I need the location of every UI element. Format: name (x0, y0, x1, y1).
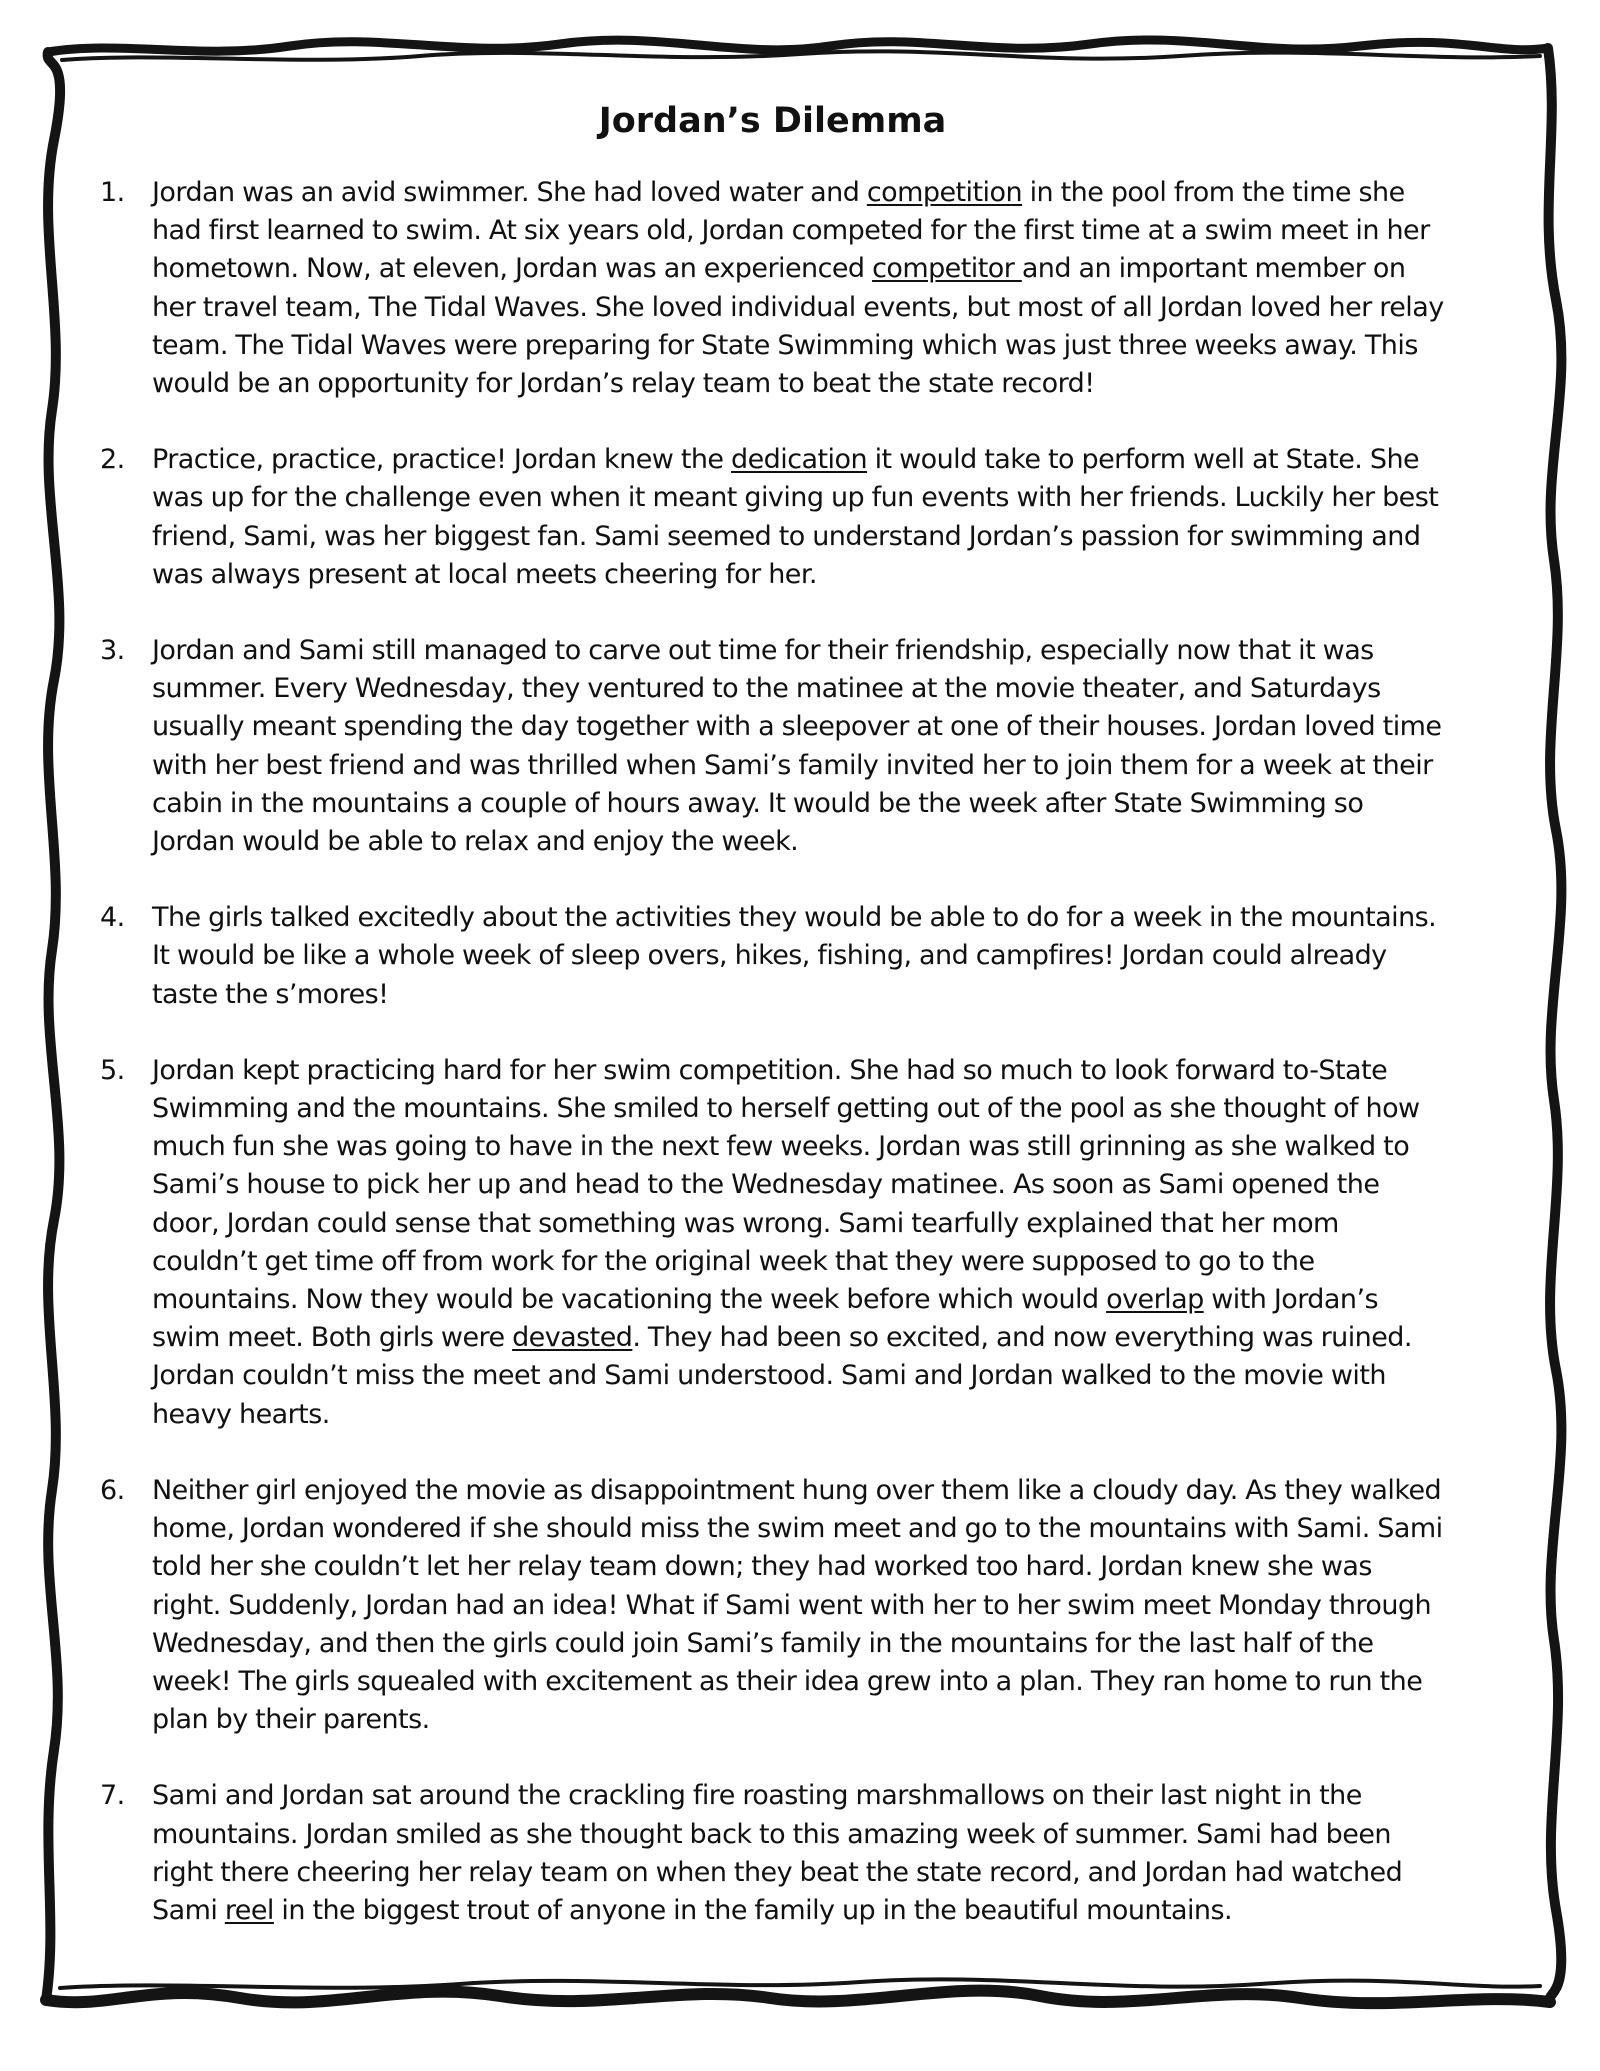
text-segment: and an important member on her travel team, The Tidal Waves. She loved individual events, but most of all Jordan loved her relay team. The Tidal Waves were preparing for State Swimming which was just three weeks away. This would be an opportunity for Jordan’s relay team to beat the state record! (152, 253, 1444, 400)
text-segment: Jordan and Sami still managed to carve out time for their friendship, especially now that it was summer. Every Wednesday, they ventured to the matinee at the movie theater, and Saturdays usually meant spending the day together with a sleepover at one of their houses. Jordan loved time with her best friend and was thrilled when Sami’s family invited her to join them for a week at their cabin in the mountains a couple of hours away. It would be the week after State Swimming so Jordan would be able to relax and enjoy the week. (152, 635, 1442, 858)
paragraph-text (152, 902, 1436, 1009)
vocabulary-word: competitor (872, 253, 1022, 285)
text-segment: The girls talked excitedly about the activities they would be able to do for a week in the mountains. It would be like a whole week of sleep overs, hikes, fishing, and campfires! Jordan could already taste the s’mores! (152, 902, 1437, 1010)
story-paragraph-list (100, 174, 1445, 1930)
border-bottom (46, 1991, 1550, 2004)
paragraph-number: 7. (100, 1780, 125, 1812)
paragraph-number: 3. (100, 635, 125, 667)
text-segment: in the biggest trout of anyone in the family up in the beautiful mountains. (273, 1894, 1233, 1926)
border-top (48, 40, 1548, 52)
story-paragraph (100, 441, 1445, 594)
text-segment: Sami and Jordan sat around the crackling fire roasting marshmallows on their last night in the mountains. Jordan smiled as she thought back to this amazing week of summer. Sami had been right there cheering her relay team on when they beat the state record, and Jordan had watched Sami (152, 1780, 1403, 1926)
paragraph-text (152, 1055, 1420, 1430)
vocabulary-word: overlap (1106, 1284, 1204, 1316)
story-paragraph (100, 1777, 1445, 1930)
border-left (46, 52, 60, 2000)
vocabulary-word: competition (866, 177, 1023, 208)
text-segment: Jordan was an avid swimmer. She had loved water and (152, 177, 867, 208)
paragraph-number: 1. (100, 177, 125, 208)
paragraph-number: 5. (100, 1054, 125, 1086)
border-top-inner (62, 51, 1540, 60)
vocabulary-word: devasted (512, 1322, 633, 1354)
paragraph-number: 6. (100, 1474, 125, 1506)
paragraph-number: 4. (100, 902, 125, 934)
paragraph-text (152, 1475, 1443, 1735)
story-paragraph (100, 1052, 1445, 1434)
page-title: Jordan’s Dilemma (598, 101, 947, 141)
text-segment: . They had been so excited, and now everything was ruined. Jordan couldn’t miss the meet and Sami understood. Sami and Jordan walked to the movie with heavy hearts. (152, 1322, 1412, 1430)
vocabulary-word: dedication (731, 444, 868, 476)
text-segment: Jordan kept practicing hard for her swim competition. She had so much to look forward to-State Swimming and the mountains. She smiled to herself getting out of the pool as she thought of how much fun she was going to have in the next few weeks. Jordan was still grinning as she walked to Sami’s house to pick her up and head to the Wednesday matinee. As soon as Sami opened the door, Jordan could sense that something was wrong. Sami tearfully explained that her mom couldn’t get time off from work for the original week that they were supposed to go to the mountains. Now they would be vacationing the week before which would (152, 1054, 1420, 1316)
story-paragraph (100, 632, 1445, 861)
paragraph-number: 2. (100, 444, 125, 476)
story-content (100, 98, 1445, 1968)
paragraph-text (152, 1780, 1402, 1926)
story-paragraph (100, 174, 1445, 403)
border-right (1548, 48, 1561, 2002)
vocabulary-word: reel (224, 1894, 274, 1926)
text-segment: with Jordan’s swim meet. Both girls were (152, 1284, 1378, 1354)
border-bottom-inner (60, 1979, 1540, 1988)
text-segment: Neither girl enjoyed the movie as disappointment hung over them like a cloudy day. As they walked home, Jordan wondered if she should miss the swim meet and go to the mountains with Sami. Sami told her she couldn’t let her relay team down; they had worked too hard. Jordan knew she was right. Suddenly, Jordan had an idea! What if Sami went with her to her swim meet Monday through Wednesday, and then the girls could join Sami’s family in the mountains for the last half of the week! The girls squealed with excitement as their idea grew into a plan. They ran home to run the plan by their parents. (152, 1474, 1443, 1736)
story-paragraph (100, 899, 1445, 1014)
text-segment: Practice, practice, practice! Jordan knew the (152, 444, 732, 476)
text-segment: in the pool from the time she had first learned to swim. At six years old, Jordan competed for the first time at a swim meet in her hometown. Now, at eleven, Jordan was an experienced (152, 177, 1430, 285)
paragraph-text (152, 177, 1444, 399)
paragraph-text (152, 635, 1441, 857)
text-segment: it would take to perform well at State. She was up for the challenge even when it meant giving up fun events with her friends. Luckily her best friend, Sami, was her biggest fan. Sami seemed to understand Jordan’s passion for swimming and was always present at local meets cheering for her. (152, 444, 1439, 590)
paragraph-text (152, 444, 1438, 590)
story-paragraph (100, 1472, 1445, 1739)
